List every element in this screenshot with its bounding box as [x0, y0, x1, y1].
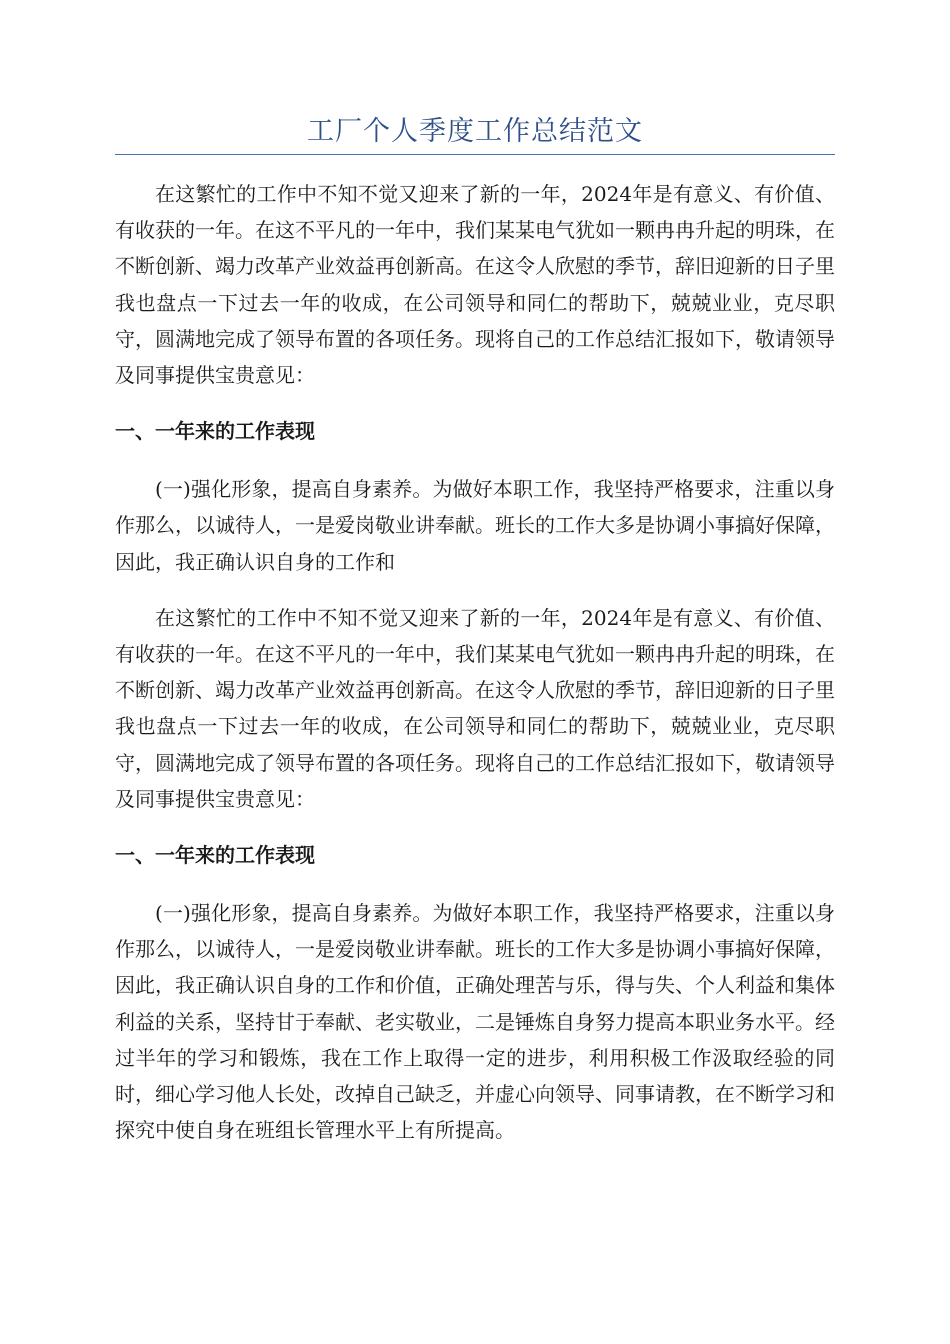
paragraph-section-1-full: (一)强化形象，提高自身素养。为做好本职工作，我坚持严格要求，注重以身作那么，以诚待人，一是爱岗敬业讲奉献。班长的工作大多是协调小事搞好保障，因此，我正确认识自身的工作和价值，正确处理苦与乐，得与失、个人利益和集体利益的关系，坚持甘于奉献、老实敬业，二是锤炼自身努力提高本职业务水平。经过半年的学习和锻炼，我在工作上取得一定的进步，利用积极工作汲取经验的同时，细心学习他人长处，改掉自己缺乏，并虚心向领导、同事请教，在不断学习和探究中使自身在班组长管理水平上有所提高。	[115, 901, 835, 1143]
section-heading-repeat: 一、一年来的工作表现	[115, 843, 315, 868]
document-body	[115, 176, 835, 1168]
document-title: 工厂个人季度工作总结范文	[307, 116, 643, 147]
paragraph-intro: 在这繁忙的工作中不知不觉又迎来了新的一年，2024年是有意义、有价值、有收获的一年。在这不平凡的一年中，我们某某电气犹如一颗冉冉升起的明珠，在不断创新、竭力改革产业效益再创新高。在这令人欣慰的季节，辞旧迎新的日子里我也盘点一下过去一年的收成，在公司领导和同仁的帮助下，兢兢业业，克尽职守，圆满地完成了领导布置的各项任务。现将自己的工作总结汇报如下，敬请领导及同事提供宝贵意见：	[115, 182, 835, 388]
paragraph-intro-repeat: 在这繁忙的工作中不知不觉又迎来了新的一年，2024年是有意义、有价值、有收获的一年。在这不平凡的一年中，我们某某电气犹如一颗冉冉升起的明珠，在不断创新、竭力改革产业效益再创新高。在这令人欣慰的季节，辞旧迎新的日子里我也盘点一下过去一年的收成，在公司领导和同仁的帮助下，兢兢业业，克尽职守，圆满地完成了领导布置的各项任务。现将自己的工作总结汇报如下，敬请领导及同事提供宝贵意见：	[115, 605, 835, 811]
section-heading: 一、一年来的工作表现	[115, 419, 315, 444]
title-underline	[115, 154, 835, 155]
paragraph-section-1: (一)强化形象，提高自身素养。为做好本职工作，我坚持严格要求，注重以身作那么，以诚待人，一是爱岗敬业讲奉献。班长的工作大多是协调小事搞好保障，因此，我正确认识自身的工作和	[115, 477, 835, 574]
